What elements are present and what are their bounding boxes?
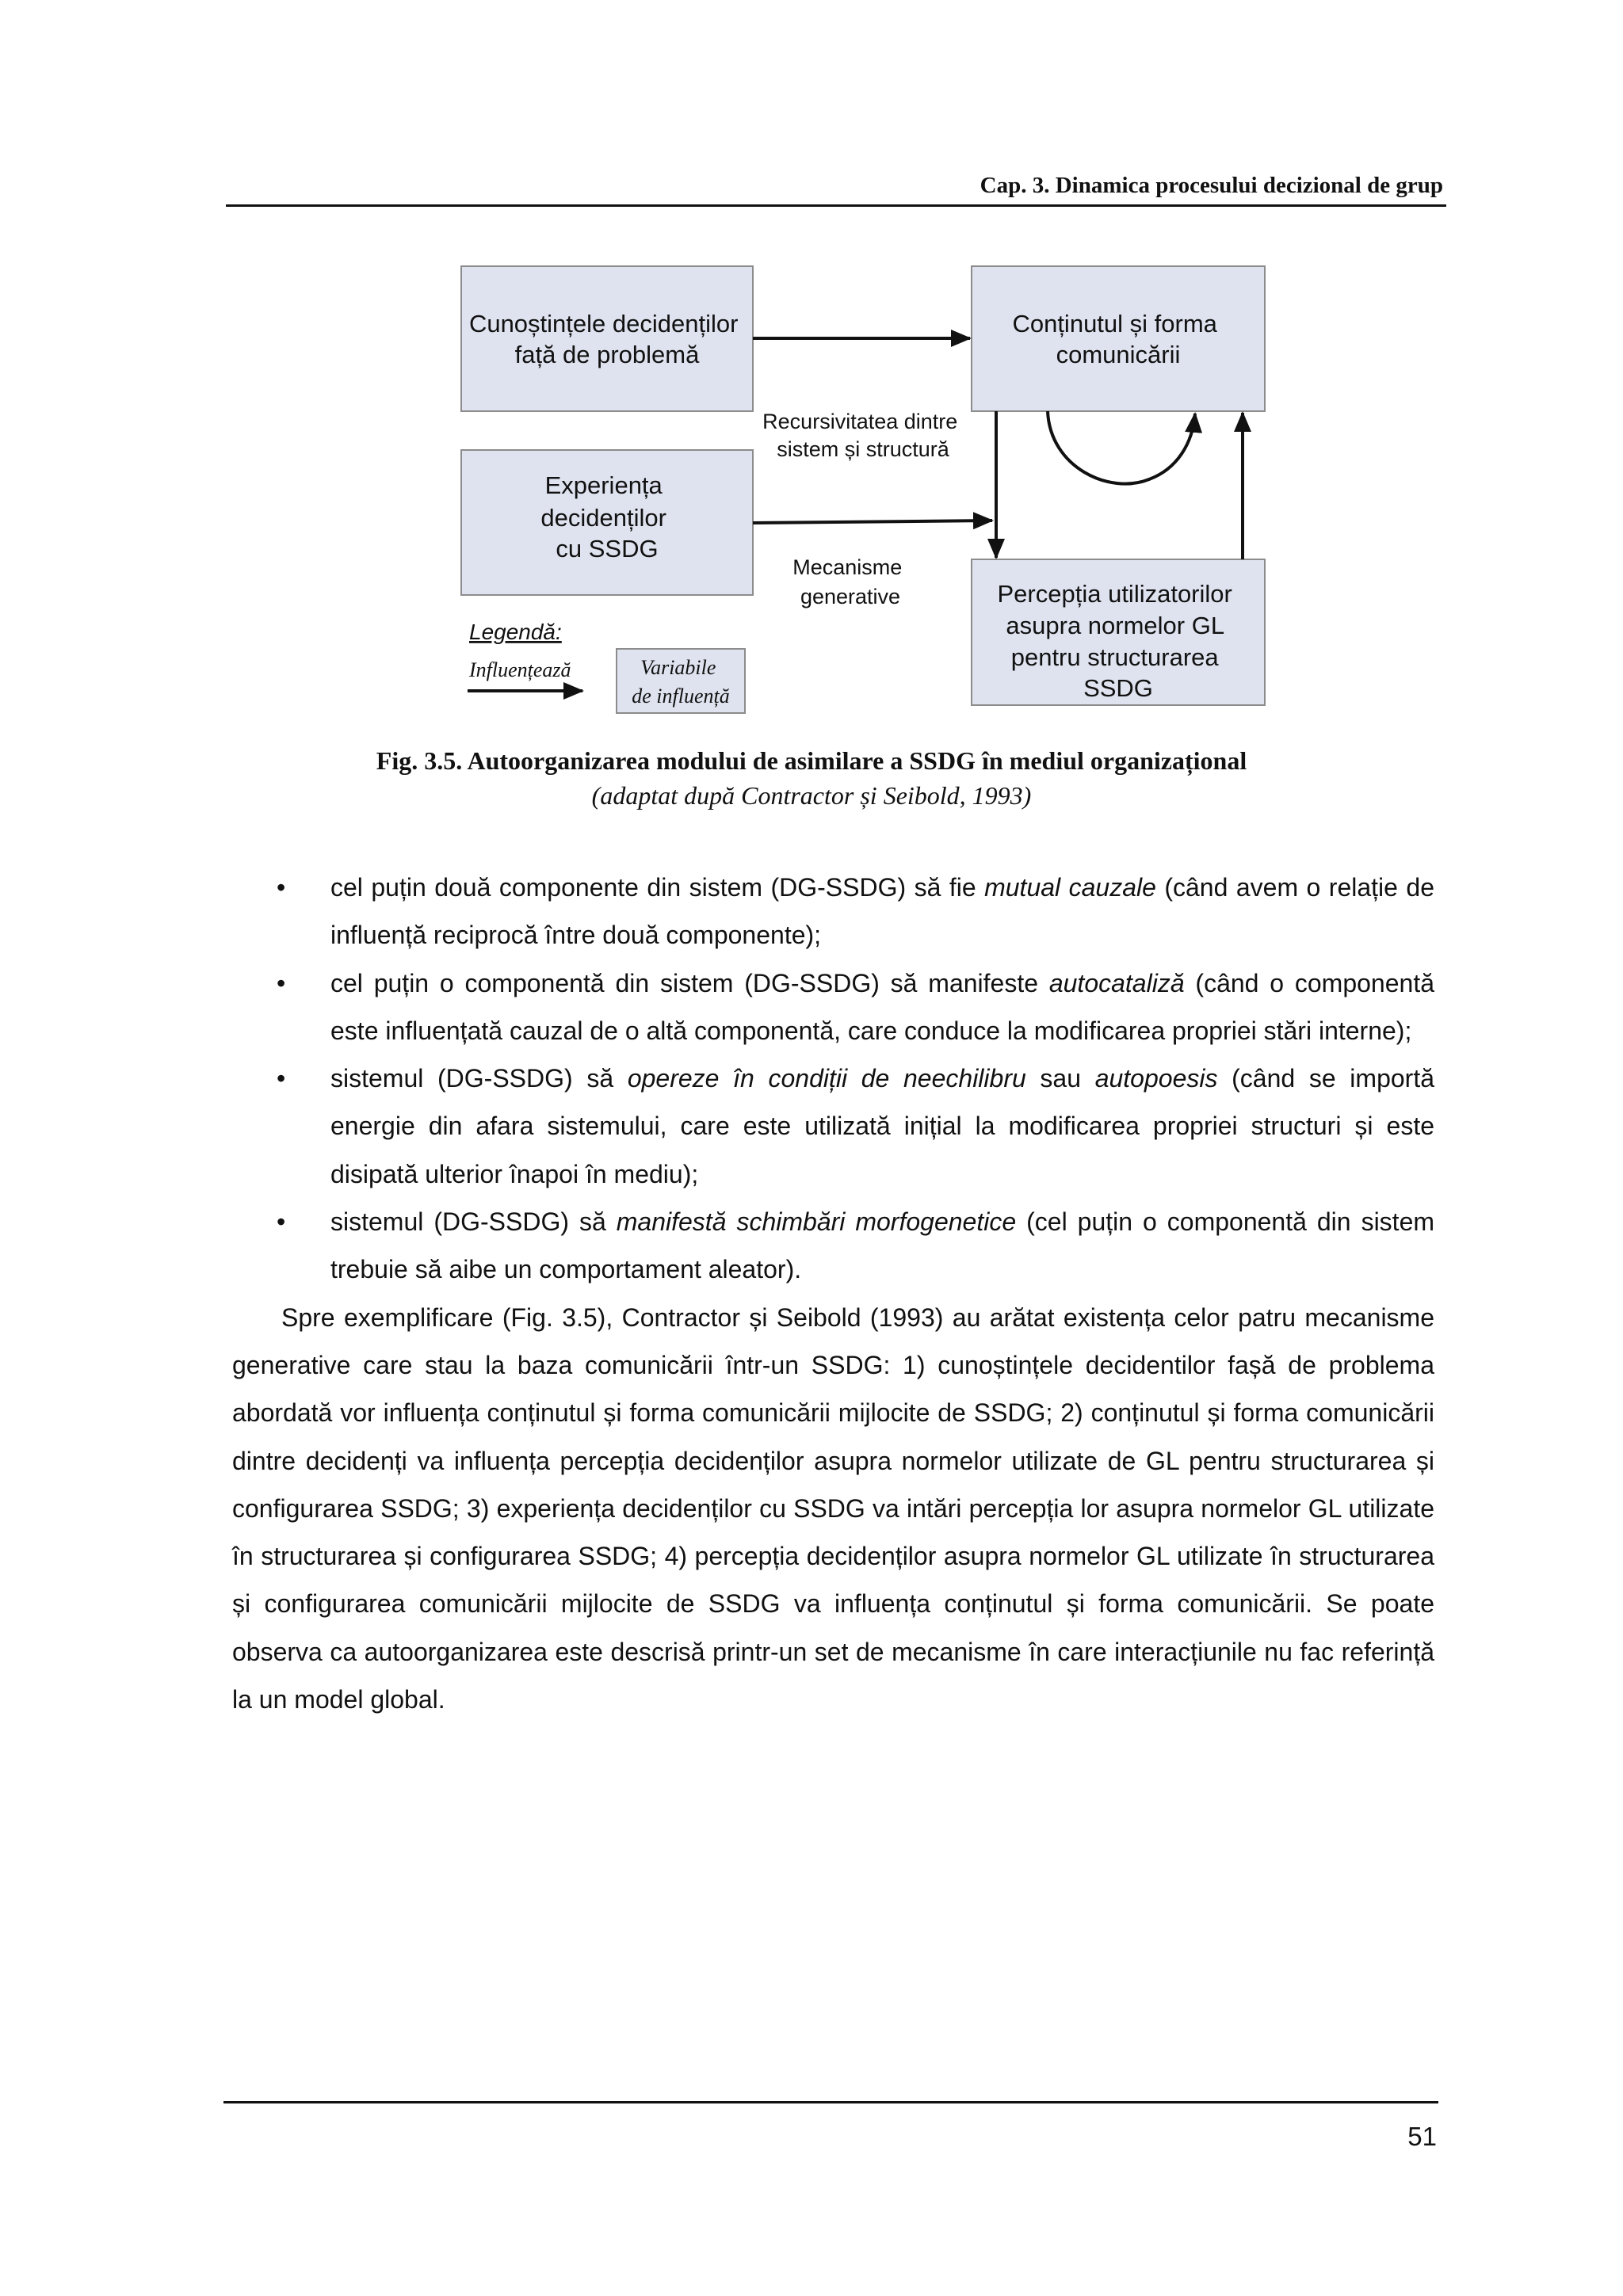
box-content [972,266,1265,411]
figure-diagram [0,0,1623,729]
figure-caption-source: (adaptat după Contractor și Seibold, 1993) [591,781,1032,810]
box-content-text: Conținutul și forma comunicării [1012,310,1217,368]
body-paragraph: Spre exemplificare (Fig. 3.5), Contractor și Seibold (1993) au arătat existența celor patru mecanisme generative care stau la baza comunicării într-un SSDG: 1) cunoștințele decidentilor fașă de problema abordată vor influența conținutul și forma comunicării mijlocite de SSDG; 2) conținutul și forma comunicării dintre decidenți va influența percepția decidenților asupra normelor utilizate de GL pentru structurarea și configurarea SSDG; 3) experiența decidenților cu SSDG va intări percepția lor asupra normelor GL utilizate în structurarea și configurarea SSDG; 4) percepția decidenților asupra normelor GL utilizate în structurarea și configurarea comunicării mijlocite de SSDG va influența conținutul și forma comunicării. Se poate observa ca autoorganizarea este descrisă printr-un set de mecanisme în care interacțiunile nu fac referință la un model global. [232,1302,1434,1714]
arrow-self-loop [1048,411,1195,484]
legend-influences: Influențează [469,658,571,681]
label-recursivity: Recursivitatea dintre sistem și structură [762,410,958,461]
label-mechanisms: Mecanisme generative [792,555,903,608]
list-item: • cel puțin o componentă din sistem (DG-SSDG) să manifeste autocataliză (când o componentă este influențată cauzal de o altă componentă, care conduce la modificarea propriei stări interne); [232,959,1434,1055]
box-knowledge-text: Cunoștințele decidenților față de problemă [468,310,739,368]
figure-caption-title: Fig. 3.5. Autoorganizarea modului de asimilare a SSDG în mediul organizațional [376,746,1247,775]
running-header: Cap. 3. Dinamica procesului decizional de grup [980,173,1443,198]
box-perception-text: Percepția utilizatorilor asupra normelor GL pentru structurarea SSDG [997,580,1232,702]
footer-rule [223,2101,1438,2103]
list-item: • sistemul (DG-SSDG) să manifestă schimbări morfogenetice (cel puțin o componentă din sistem trebuie să aibe un comportament aleator). [232,1198,1434,1294]
box-experience-text: Experiența decidenților cu SSDG [540,471,666,563]
legend-variables-text: Variabile de influență [632,656,730,707]
arrow-experience-to-perception [753,521,992,523]
box-knowledge [461,266,753,411]
page-number: 51 [1407,2122,1437,2151]
bullet-list [232,864,1434,1294]
list-item: • sistemul (DG-SSDG) să opereze în condiții de neechilibru sau autopoesis (când se importă energie din afara sistemului, care este utilizată inițial la modificarea propriei structuri și este disipată ulterior înapoi în mediu); [232,1055,1434,1198]
legend-title: Legendă: [469,620,562,644]
body-text [232,864,1434,1723]
list-item: • cel puțin două componente din sistem (DG-SSDG) să fie mutual cauzale (când avem o relație de influență reciprocă între două componente); [232,864,1434,959]
